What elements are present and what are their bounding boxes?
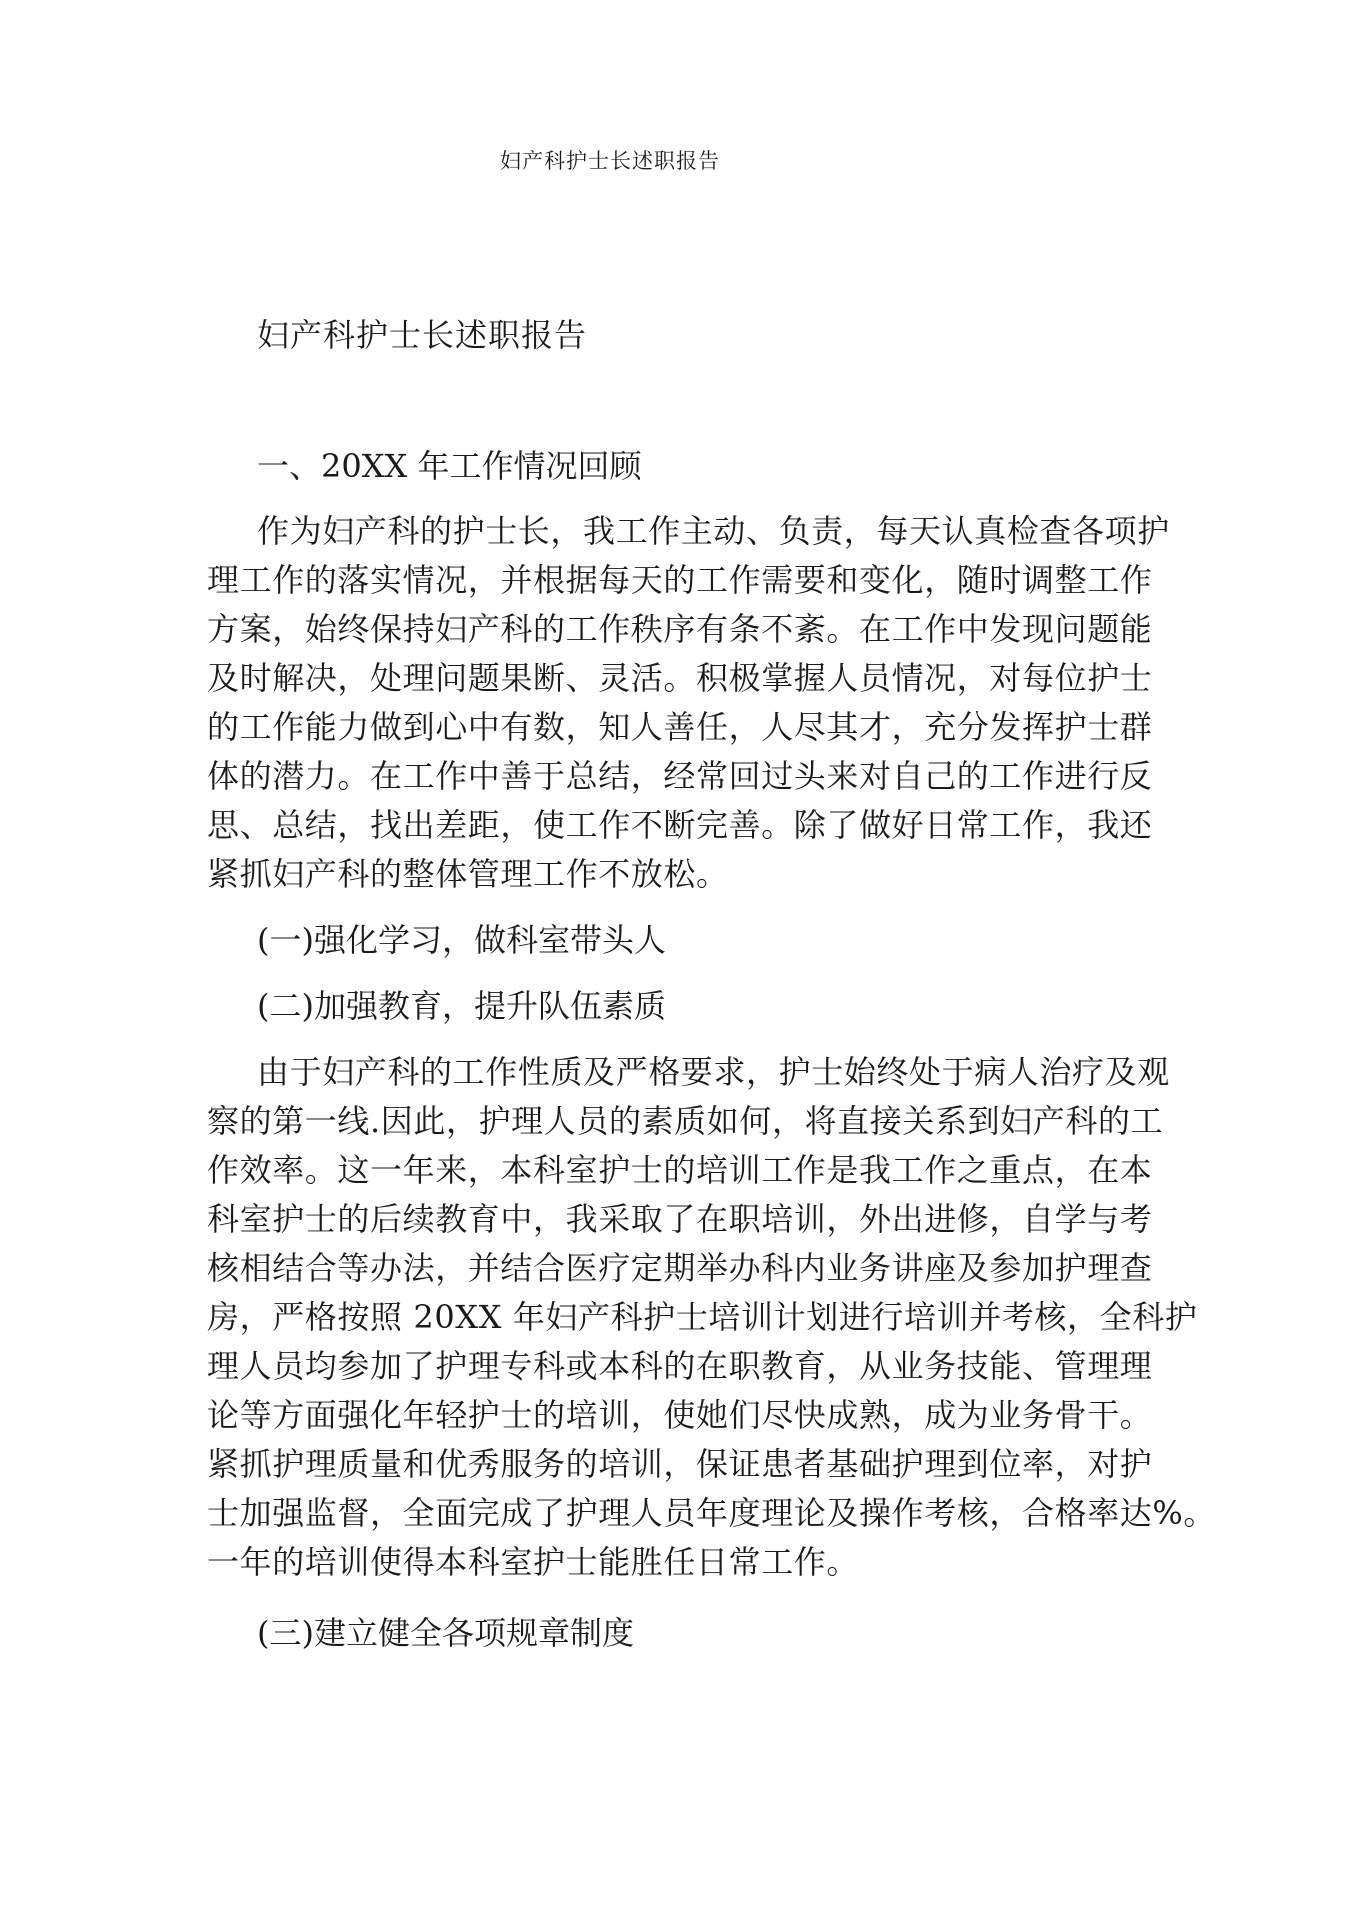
subheading-regulations: (三)建立健全各项规章制度	[257, 1614, 634, 1652]
paragraph-line: 科室护士的后续教育中，我采取了在职培训，外出进修，自学与考	[207, 1200, 1153, 1238]
paragraph-line: 紧抓护理质量和优秀服务的培训，保证患者基础护理到位率，对护	[207, 1445, 1153, 1483]
paragraph-line: 论等方面强化年轻护士的培训，使她们尽快成熟，成为业务骨干。	[207, 1396, 1153, 1434]
paragraph-line: 士加强监督，全面完成了护理人员年度理论及操作考核，合格率达%。	[207, 1494, 1217, 1532]
paragraph-line: 思、总结，找出差距，使工作不断完善。除了做好日常工作，我还	[207, 806, 1153, 844]
paragraph-line: 体的潜力。在工作中善于总结，经常回过头来对自己的工作进行反	[207, 757, 1153, 795]
paragraph-line: 作效率。这一年来，本科室护士的培训工作是我工作之重点，在本	[207, 1151, 1153, 1189]
subheading-study: (一)强化学习，做科室带头人	[257, 921, 666, 959]
paragraph-line: 由于妇产科的工作性质及严格要求，护士始终处于病人治疗及观	[257, 1053, 1170, 1091]
paragraph-line: 及时解决，处理问题果断、灵活。积极掌握人员情况，对每位护士	[207, 659, 1153, 697]
paragraph-line: 作为妇产科的护士长，我工作主动、负责，每天认真检查各项护	[257, 512, 1170, 550]
paragraph-line: 一年的培训使得本科室护士能胜任日常工作。	[207, 1543, 860, 1581]
section-heading: 一、20XX 年工作情况回顾	[257, 447, 642, 485]
paragraph-line: 的工作能力做到心中有数，知人善任，人尽其才，充分发挥护士群	[207, 708, 1153, 746]
page-header-title: 妇产科护士长述职报告	[500, 149, 720, 173]
paragraph-line: 理人员均参加了护理专科或本科的在职教育，从业务技能、管理理	[207, 1347, 1153, 1385]
paragraph-line: 理工作的落实情况，并根据每天的工作需要和变化，随时调整工作	[207, 561, 1153, 599]
paragraph-line: 察的第一线.因此，护理人员的素质如何，将直接关系到妇产科的工	[207, 1102, 1164, 1140]
paragraph-line: 紧抓妇产科的整体管理工作不放松。	[207, 855, 729, 893]
subheading-education: (二)加强教育，提升队伍素质	[257, 987, 666, 1025]
paragraph-line: 方案，始终保持妇产科的工作秩序有条不紊。在工作中发现问题能	[207, 610, 1153, 648]
paragraph-line: 房，严格按照 20XX 年妇产科护士培训计划进行培训并考核，全科护	[207, 1298, 1198, 1336]
document-title: 妇产科护士长述职报告	[257, 316, 588, 354]
paragraph-line: 核相结合等办法，并结合医疗定期举办科内业务讲座及参加护理查	[207, 1249, 1153, 1287]
